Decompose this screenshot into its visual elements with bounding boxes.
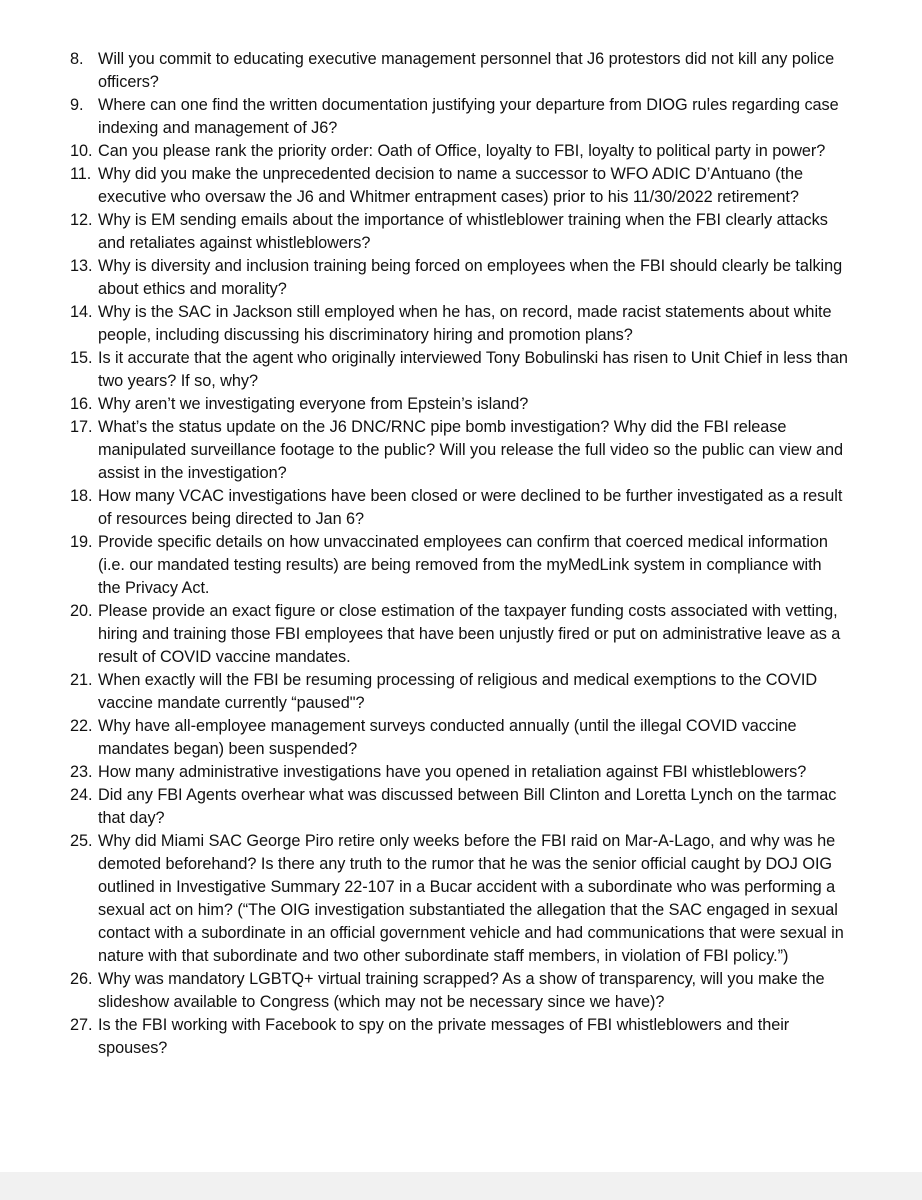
list-item-text: Will you commit to educating executive management personnel that J6 protestors did not kill any police officers? <box>98 50 835 91</box>
list-item-number: 18. <box>70 487 93 505</box>
list-item-text: Is it accurate that the agent who originally interviewed Tony Bobulinski has risen to Unit Chief in less than two years? If so, why? <box>98 349 848 390</box>
list-item-number: 24. <box>70 786 93 804</box>
list-item-text: When exactly will the FBI be resuming processing of religious and medical exemptions to the COVID vaccine mandate currently “paused"? <box>98 671 818 712</box>
list-item <box>70 715 848 761</box>
list-item-number: 9. <box>70 96 84 114</box>
list-item-number: 25. <box>70 832 93 850</box>
list-item-number: 8. <box>70 50 84 68</box>
list-item-text: How many administrative investigations have you opened in retaliation against FBI whistleblowers? <box>98 763 807 781</box>
list-item <box>70 531 848 600</box>
list-item-number: 15. <box>70 349 93 367</box>
list-item-text: Did any FBI Agents overhear what was discussed between Bill Clinton and Loretta Lynch on the tarmac that day? <box>98 786 837 827</box>
list-item-number: 14. <box>70 303 93 321</box>
list-item <box>70 830 848 968</box>
list-item-number: 17. <box>70 418 93 436</box>
question-list <box>70 48 848 1060</box>
list-item-number: 11. <box>70 165 92 183</box>
list-item <box>70 784 848 830</box>
list-item-number: 19. <box>70 533 93 551</box>
list-item <box>70 48 848 94</box>
list-item-text: Why did you make the unprecedented decision to name a successor to WFO ADIC D’Antuano (the executive who oversaw the J6 and Whitmer entrapment cases) prior to his 11/30/2022 retirement? <box>98 165 803 206</box>
list-item-number: 22. <box>70 717 93 735</box>
list-item-text: Why is EM sending emails about the importance of whistleblower training when the FBI clearly attacks and retaliates against whistleblowers? <box>98 211 828 252</box>
list-item <box>70 209 848 255</box>
list-item <box>70 761 848 784</box>
list-item-text: Provide specific details on how unvaccinated employees can confirm that coerced medical information (i.e. our mandated testing results) are being removed from the myMedLink system in compliance with the Privacy Act. <box>98 533 828 597</box>
list-item <box>70 485 848 531</box>
list-item <box>70 301 848 347</box>
list-item-number: 21. <box>70 671 93 689</box>
list-item <box>70 163 848 209</box>
list-item-text: How many VCAC investigations have been closed or were declined to be further investigated as a result of resources being directed to Jan 6? <box>98 487 843 528</box>
list-item-number: 16. <box>70 395 93 413</box>
list-item <box>70 393 848 416</box>
list-item-text: Why was mandatory LGBTQ+ virtual training scrapped? As a show of transparency, will you make the slideshow available to Congress (which may not be necessary since we have)? <box>98 970 825 1011</box>
list-item-text: Why did Miami SAC George Piro retire only weeks before the FBI raid on Mar-A-Lago, and why was he demoted beforehand? Is there any truth to the rumor that he was the senior official caught by DOJ OIG outlined in Investigative Summary 22-107 in a Bucar accident with a subordinate who was performing a sexual act on him? (“The OIG investigation substantiated the allegation that the SAC engaged in sexual contact with a subordinate in an official government vehicle and had communications that were sexual in nature with that subordinate and two other subordinate staff members, in violation of FBI policy.”) <box>98 832 844 965</box>
list-item-number: 27. <box>70 1016 93 1034</box>
list-item-number: 12. <box>70 211 93 229</box>
list-item-number: 23. <box>70 763 93 781</box>
list-item-number: 26. <box>70 970 93 988</box>
list-item <box>70 669 848 715</box>
list-item-number: 13. <box>70 257 93 275</box>
list-item <box>70 347 848 393</box>
list-item-text: Why aren’t we investigating everyone from Epstein’s island? <box>98 395 529 413</box>
list-item-text: Can you please rank the priority order: Oath of Office, loyalty to FBI, loyalty to political party in power? <box>98 142 826 160</box>
list-item-number: 20. <box>70 602 93 620</box>
list-item-text: Please provide an exact figure or close estimation of the taxpayer funding costs associated with vetting, hiring and training those FBI employees that have been unjustly fired or put on administrative leave as a result of COVID vaccine mandates. <box>98 602 841 666</box>
list-item <box>70 1014 848 1060</box>
list-item-text: Is the FBI working with Facebook to spy on the private messages of FBI whistleblowers and their spouses? <box>98 1016 790 1057</box>
list-item <box>70 255 848 301</box>
list-item <box>70 968 848 1014</box>
list-item-text: Why is the SAC in Jackson still employed when he has, on record, made racist statements about white people, including discussing his discriminatory hiring and promotion plans? <box>98 303 832 344</box>
list-item-text: What’s the status update on the J6 DNC/RNC pipe bomb investigation? Why did the FBI release manipulated surveillance footage to the public? Will you release the full video so the public can view and assist in the investigation? <box>98 418 843 482</box>
list-item-number: 10. <box>70 142 93 160</box>
list-item <box>70 416 848 485</box>
list-item <box>70 140 848 163</box>
list-item <box>70 94 848 140</box>
list-item <box>70 600 848 669</box>
list-item-text: Where can one find the written documentation justifying your departure from DIOG rules regarding case indexing and management of J6? <box>98 96 839 137</box>
list-item-text: Why is diversity and inclusion training being forced on employees when the FBI should clearly be talking about ethics and morality? <box>98 257 843 298</box>
page-bottom-edge <box>0 1172 922 1200</box>
list-item-text: Why have all-employee management surveys conducted annually (until the illegal COVID vaccine mandates began) been suspended? <box>98 717 797 758</box>
